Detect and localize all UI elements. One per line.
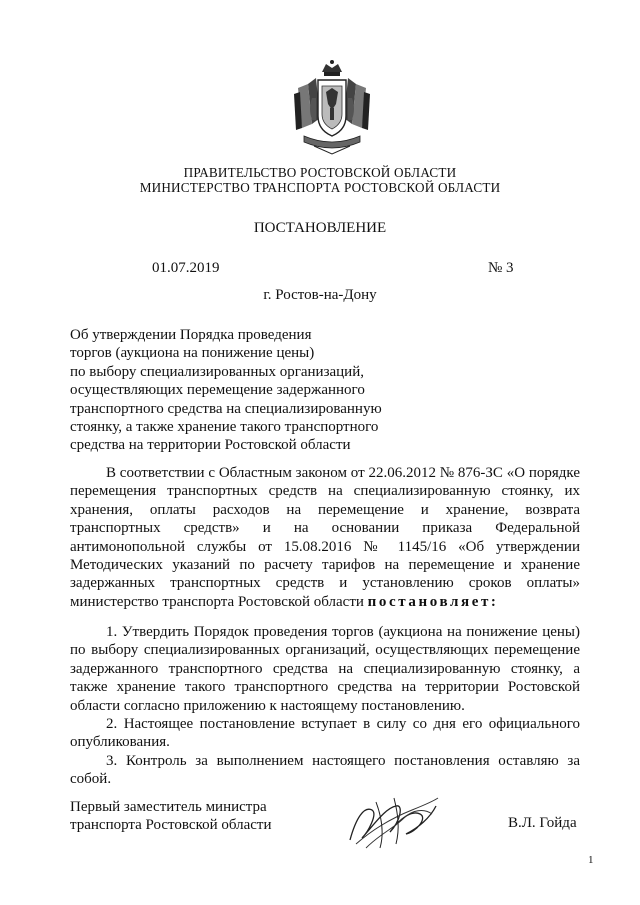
subject-line: стоянку, а также хранение такого транспортного — [70, 419, 379, 436]
signatory-name: В.Л. Гойда — [508, 815, 577, 831]
document-title: ПОСТАНОВЛЕНИЕ — [253, 220, 387, 236]
decree-item: 2. Настоящее постановление вступает в силу со дня его официального опубликования. — [70, 716, 580, 751]
position-line: Первый заместитель министра — [70, 799, 267, 815]
subject-line: по выбору специализированных организаций, — [70, 363, 364, 380]
preamble-text: В соответствии с Областным законом от 22.06.2012 № 876-ЗС «О порядке перемещения транспортных средств на специализированную стоянку, их хранения, оплаты расходов на перемещение и хранение, возврата транспортных средств» и на основании приказа Федеральной антимонопольной службы от 15.08.2016 № 1145/16 «Об утверждении Методических указаний по расчету тарифов на перемещение и хранение задержанных транспортных средств и установлению сроков оплаты» министерство транспорта Ростовской области — [70, 465, 580, 610]
ministry-name: МИНИСТЕРСТВО ТРАНСПОРТА РОСТОВСКОЙ ОБЛАСТИ — [139, 180, 501, 195]
subject-line: средства на территории Ростовской области — [70, 437, 351, 454]
decree-item: 3. Контроль за выполнением настоящего постановления оставляю за собой. — [70, 752, 580, 788]
document-number: № 3 — [488, 260, 514, 276]
subject-line: транспортного средства на специализированную — [70, 400, 382, 417]
decree-word: постановляет: — [367, 593, 499, 610]
coat-of-arms-icon — [286, 58, 378, 156]
subject-block — [70, 326, 430, 455]
signatory-position — [70, 798, 272, 835]
document-date: 01.07.2019 — [152, 260, 220, 276]
subject-line: Об утверждении Порядка проведения — [70, 327, 312, 343]
subject-line: осуществляющих перемещение задержанного — [70, 382, 365, 399]
preamble-paragraph — [70, 464, 580, 611]
position-line: транспорта Ростовской области — [70, 817, 272, 834]
document-city: г. Ростов-на-Дону — [263, 287, 377, 303]
decree-item: 1. Утвердить Порядок проведения торгов (аукциона на понижение цены) по выбору специализированных организаций, осуществляющих перемещение задержанного транспортного средства на специализированную стоянку, а также хранение такого транспортного средства на территории Ростовской области согласно приложению к настоящему постановлению. — [70, 624, 580, 714]
page-number: 1 — [588, 854, 594, 866]
decree-items — [70, 623, 580, 789]
government-name: ПРАВИТЕЛЬСТВО РОСТОВСКОЙ ОБЛАСТИ — [183, 165, 457, 180]
subject-line: торгов (аукциона на понижение цены) — [70, 345, 315, 362]
handwritten-signature-icon — [342, 788, 442, 854]
